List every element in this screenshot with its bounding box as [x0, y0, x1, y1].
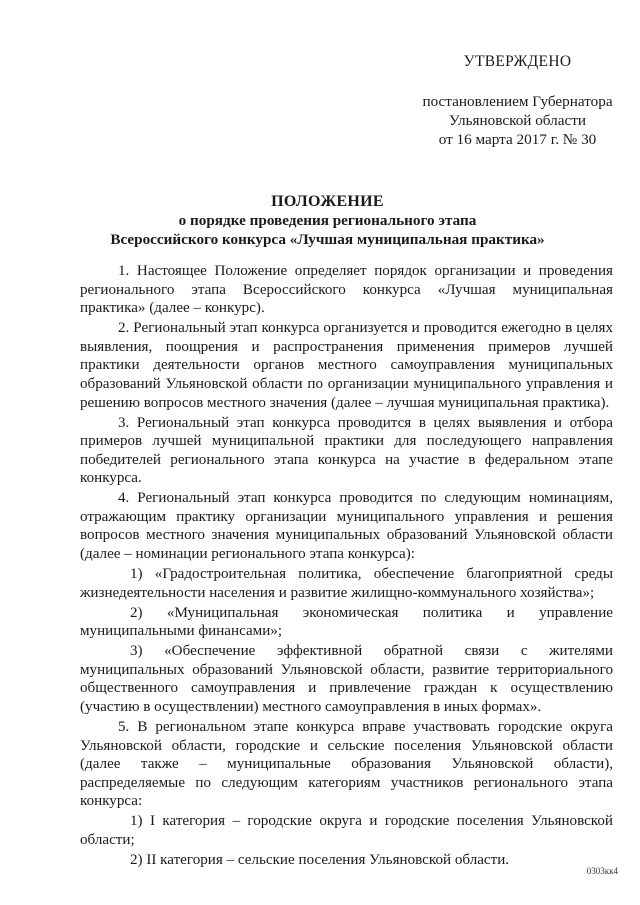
category-2: 2) II категория – сельские поселения Ульяновской области.	[130, 851, 510, 868]
paragraph-4: 4. Региональный этап конкурса проводится по следующим номинациям, отражающим практику организации муниципального управления и решения вопросов местного значения муниципальных образований Ульяновской области (далее – номинации регионального этапа конкурса):	[80, 490, 613, 563]
paragraph-2: 2. Региональный этап конкурса организуется и проводится ежегодно в целях выявления, поощрения и распространения применения примеров лучшей практики деятельности органов местного самоуправления муниципальных образований Ульяновской области по организации муниципального управления и решению вопросов местного значения (далее – лучшая муниципальная практика).	[80, 320, 613, 411]
approval-block	[410, 52, 625, 149]
paragraph-3: 3. Региональный этап конкурса проводится в целях выявления и отбора примеров лучшей муниципальной практики для последующего направления победителей регионального этапа конкурса на участие в федеральном этапе конкурса.	[80, 414, 613, 487]
title-main: ПОЛОЖЕНИЕ	[271, 193, 384, 210]
category-1: 1) I категория – городские округа и городские поселения Ульяновской области;	[80, 813, 613, 848]
title-subtitle-1: о порядке проведения регионального этапа	[178, 212, 477, 229]
paragraph-1: 1. Настоящее Положение определяет порядок организации и проведения регионального этапа Всероссийского конкурса «Лучшая муниципальная практика» (далее – конкурс).	[80, 263, 613, 317]
approval-line-1: постановлением Губернатора	[422, 93, 613, 110]
approval-stamp: УТВЕРЖДЕНО	[463, 53, 572, 70]
title-subtitle-2: Всероссийского конкурса «Лучшая муниципальная практика»	[110, 231, 545, 248]
nomination-2: 2) «Муниципальная экономическая политика и управление муниципальными финансами»;	[80, 604, 613, 640]
paragraph-5: 5. В региональном этапе конкурса вправе участвовать городские округа Ульяновской области, городские и сельские поселения Ульяновской области (далее также – муниципальные образования Ульяновской области), распределяемые по следующим категориям участников регионального этапа конкурса:	[80, 718, 613, 810]
nomination-3: 3) «Обеспечение эффективной обратной связи с жителями муниципальных образований Ульяновской области, развитие территориального общественного самоуправления и привлечение граждан к осуществлению (участию в осуществлении) местного самоуправления в иных формах».	[80, 643, 613, 715]
approval-line-2: Ульяновской области	[449, 112, 586, 129]
nomination-1: 1) «Градостроительная политика, обеспечение благоприятной среды жизнедеятельности населения и развитие жилищно-коммунального хозяйства»;	[80, 566, 613, 601]
document-title	[80, 192, 575, 249]
footer-code: 0303кк4	[586, 866, 618, 876]
approval-line-3: от 16 марта 2017 г. № 30	[438, 131, 597, 148]
document-body	[80, 262, 613, 871]
